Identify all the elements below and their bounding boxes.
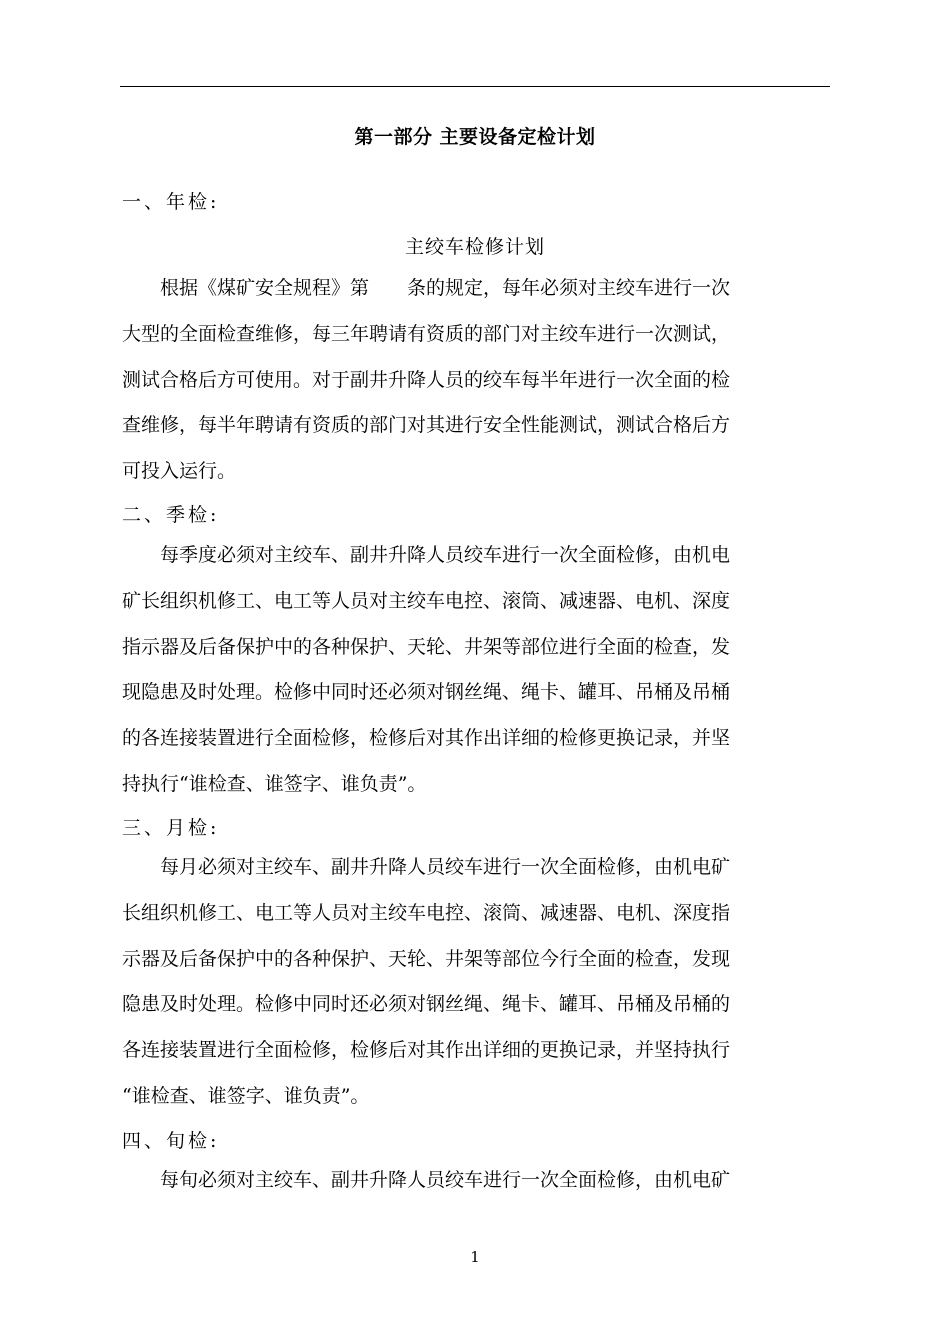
paragraph-line: 持执行“谁检查、谁签字、谁负责”。	[122, 772, 427, 795]
page-title: 第一部分 主要设备定检计划	[354, 126, 596, 148]
paragraph-line: 现隐患及时处理。检修中同时还必须对钢丝绳、绳卡、罐耳、吊桶及吊桶	[122, 681, 731, 704]
paragraph-line: 示器及后备保护中的各种保护、天轮、井架等部位今行全面的检查，发现	[122, 947, 731, 970]
paragraph-line: 长组织机修工、电工等人员对主绞车电控、滚筒、减速器、电机、深度指	[122, 901, 731, 924]
paragraph-line: 每旬必须对主绞车、副井升降人员绞车进行一次全面检修，由机电矿	[122, 1169, 731, 1191]
paragraph-line: 的各连接装置进行全面检修，检修后对其作出详细的检修更换记录，并坚	[122, 727, 731, 750]
paragraph-line: 查维修，每半年聘请有资质的部门对其进行安全性能测试，测试合格后方	[122, 414, 731, 437]
paragraph-line: 每月必须对主绞车、副井升降人员绞车进行一次全面检修，由机电矿	[122, 856, 731, 878]
paragraph-line: 每季度必须对主绞车、副井升降人员绞车进行一次全面检修，由机电	[122, 544, 731, 566]
paragraph-line: 大型的全面检查维修，每三年聘请有资质的部门对主绞车进行一次测试，	[122, 322, 731, 345]
paragraph-line: 可投入运行。	[122, 460, 237, 483]
paragraph-quarterly	[122, 533, 832, 808]
paragraph-ten-day	[122, 1158, 832, 1204]
section-heading-monthly: 三、月检:	[122, 817, 220, 839]
page-number: 1	[470, 1248, 480, 1266]
section-subtitle-hoist-plan: 主绞车检修计划	[404, 236, 545, 258]
paragraph-line: 根据《煤矿安全规程》第 条的规定，每年必须对主绞车进行一次	[122, 277, 731, 299]
paragraph-annual	[122, 266, 832, 495]
paragraph-line: 隐患及时处理。检修中同时还必须对钢丝绳、绳卡、罐耳、吊桶及吊桶的	[122, 993, 731, 1016]
paragraph-monthly	[122, 845, 832, 1120]
section-heading-quarterly: 二、季检:	[122, 504, 220, 526]
paragraph-line: 各连接装置进行全面检修，检修后对其作出详细的更换记录，并坚持执行	[122, 1039, 731, 1062]
section-heading-ten-day: 四、旬检:	[122, 1130, 220, 1152]
header-rule	[120, 86, 830, 87]
paragraph-line: “谁检查、谁签字、谁负责”。	[122, 1084, 370, 1107]
paragraph-line: 指示器及后备保护中的各种保护、天轮、井架等部位进行全面的检查，发	[122, 635, 731, 658]
section-heading-annual: 一、年检:	[122, 191, 220, 213]
paragraph-line: 矿长组织机修工、电工等人员对主绞车电控、滚筒、减速器、电机、深度	[122, 589, 731, 612]
paragraph-line: 测试合格后方可使用。对于副井升降人员的绞车每半年进行一次全面的检	[122, 368, 731, 391]
